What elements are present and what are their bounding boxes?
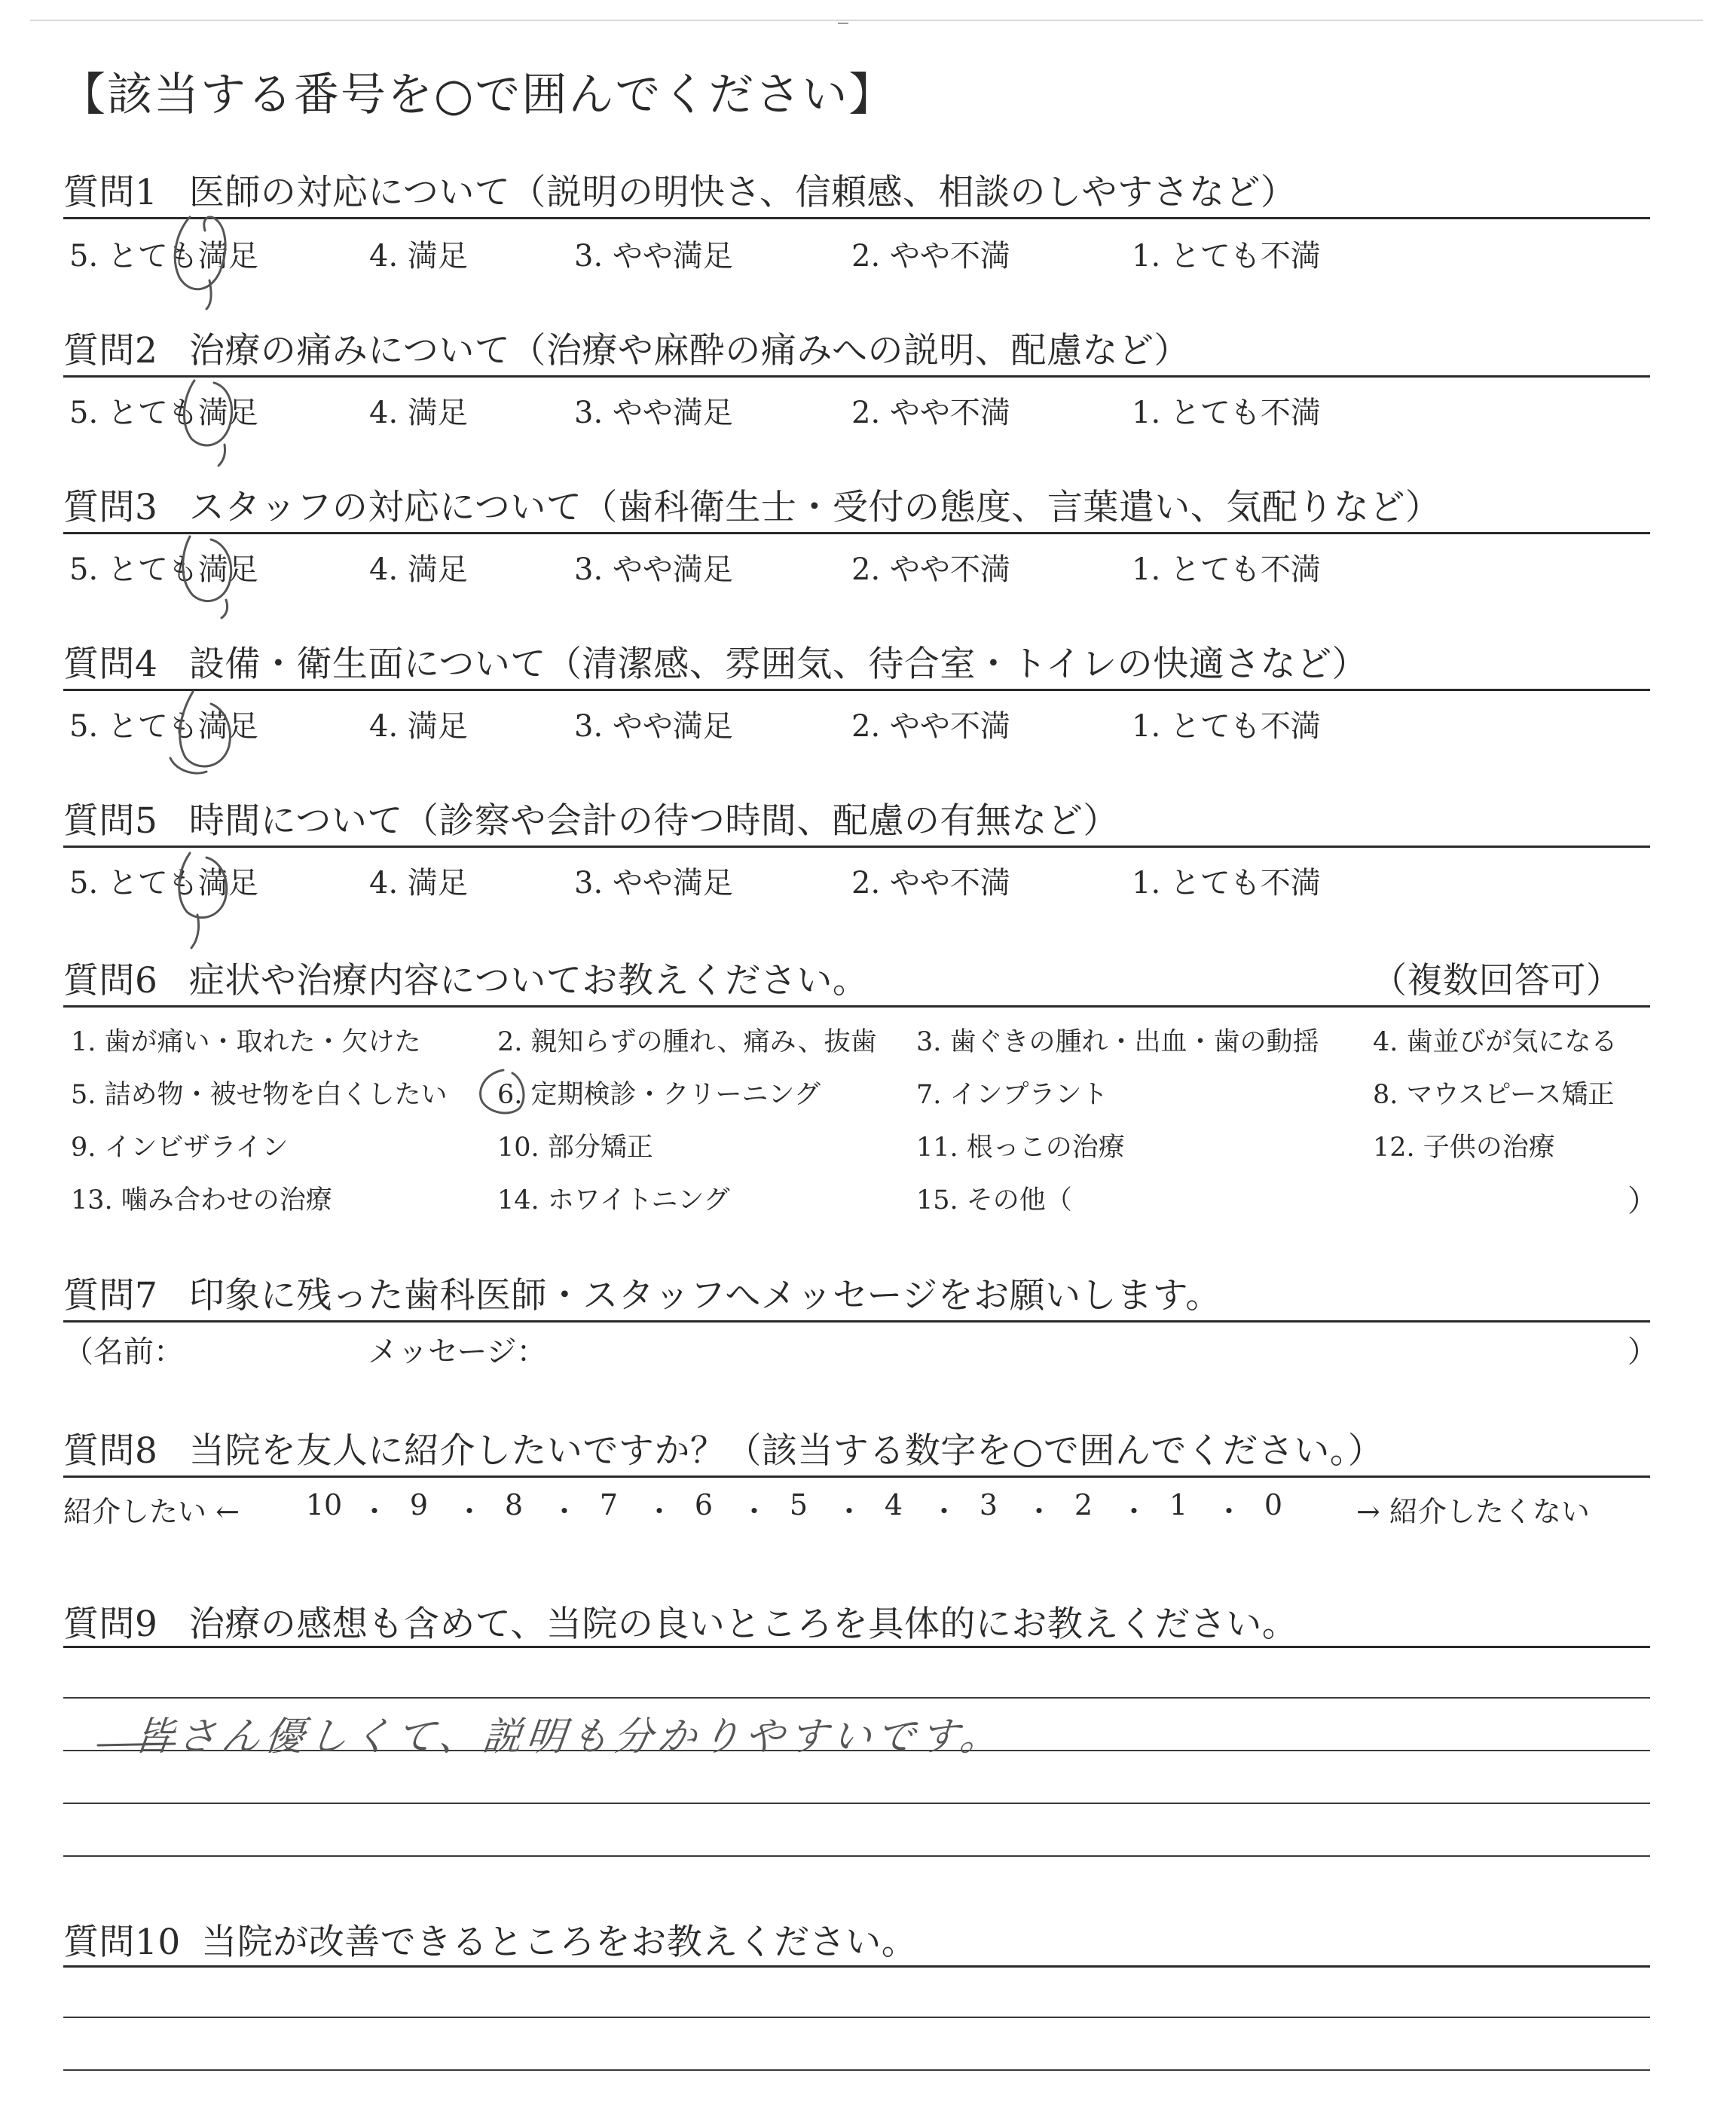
q6-option-2[interactable]: 2. 親知らずの腫れ、痛み、抜歯 [497,1027,877,1057]
q5-option-2[interactable]: 2. やや不満 [851,866,1010,901]
q3-option-5[interactable]: 5. とても満足 [69,552,258,587]
q8-scale-value-2[interactable]: 2 [1074,1488,1093,1521]
q8-scale-separator: ・ [1215,1495,1244,1528]
q8-scale-value-9[interactable]: 9 [409,1488,429,1521]
q4-option-4[interactable]: 4. 満足 [369,709,468,744]
question-5 [63,793,1119,843]
question-3-label: 質問3 [63,487,158,528]
q6-option-6[interactable]: 6. 定期検診・クリーニング [497,1080,821,1110]
q8-scale-value-8[interactable]: 8 [504,1488,524,1521]
question-6 [63,953,868,1003]
question-3-text: スタッフの対応について（歯科衛生士・受付の態度、言葉遣い、気配りなど） [188,487,1441,528]
q5-option-5[interactable]: 5. とても満足 [69,866,258,901]
question-2-label: 質問2 [63,330,158,372]
question-3 [63,479,1441,530]
q8-scale-separator: ・ [1120,1495,1149,1528]
question-1 [63,164,1297,215]
question-1-rule [63,217,1650,219]
question-10-label: 質問10 [63,1922,181,1963]
q8-left-label: 紹介したい ← [63,1495,240,1528]
q6-option-10[interactable]: 10. 部分矯正 [497,1133,653,1163]
q6-option-15[interactable]: 15. その他（ [916,1185,1072,1216]
question-6-label: 質問6 [63,960,158,1001]
q8-scale-value-0[interactable]: 0 [1264,1488,1283,1521]
question-3-rule [63,532,1650,534]
question-5-label: 質問5 [63,800,158,842]
question-5-rule [63,846,1650,848]
scan-mark [838,23,848,24]
q2-option-2[interactable]: 2. やや不満 [851,396,1010,430]
question-6-text: 症状や治療内容についてお教えください。 [188,960,869,1001]
q1-option-4[interactable]: 4. 満足 [369,239,468,274]
answer-line [63,2017,1650,2018]
question-6-rule [63,1005,1650,1008]
question-1-text: 医師の対応について（説明の明快さ、信頼感、相談のしやすさなど） [188,172,1297,213]
q3-option-2[interactable]: 2. やや不満 [851,552,1010,587]
question-4-text: 設備・衛生面について（清潔感、雰囲気、待合室・トイレの快適さなど） [188,644,1368,685]
question-2 [63,323,1190,373]
question-6-note: （複数回答可） [1371,960,1622,1001]
q8-scale-separator: ・ [930,1495,959,1528]
question-8-rule [63,1475,1650,1478]
q8-scale-value-4[interactable]: 4 [884,1488,903,1521]
question-5-text: 時間について（診察や会計の待つ時間、配慮の有無など） [188,800,1119,842]
q6-option-14[interactable]: 14. ホワイトニング [497,1185,730,1216]
instruction-header: 【該当する番号を○で囲んでください】 [60,69,896,121]
q2-option-1[interactable]: 1. とても不満 [1132,396,1321,430]
answer-line [63,1803,1650,1804]
question-7 [63,1268,1221,1318]
q5-option-3[interactable]: 3. やや満足 [574,866,733,901]
q8-scale-value-5[interactable]: 5 [789,1488,808,1521]
q1-option-2[interactable]: 2. やや不満 [851,239,1010,274]
q8-scale-separator: ・ [740,1495,769,1528]
q2-option-3[interactable]: 3. やや満足 [574,396,733,430]
q8-scale-value-10[interactable]: 10 [305,1488,343,1521]
question-2-text: 治療の痛みについて（治療や麻酔の痛みへの説明、配慮など） [188,330,1190,372]
q6-option-12[interactable]: 12. 子供の治療 [1373,1133,1555,1163]
q8-scale-separator: ・ [645,1495,674,1528]
q8-scale-value-3[interactable]: 3 [979,1488,998,1521]
question-7-label: 質問7 [63,1275,158,1316]
question-10 [63,1914,917,1965]
question-10-text: 当院が改善できるところをお教えください。 [201,1922,918,1963]
question-8 [63,1423,1383,1473]
q9-handwritten-answer[interactable]: 皆さん優しくて、説明も分かりやすいです。 [131,1714,1007,1760]
q6-option-8[interactable]: 8. マウスピース矯正 [1373,1080,1615,1110]
q6-option-5[interactable]: 5. 詰め物・被せ物を白くしたい [71,1080,448,1110]
question-2-rule [63,375,1650,378]
q8-scale-separator: ・ [360,1495,390,1528]
q6-option-11[interactable]: 11. 根っこの治療 [916,1133,1125,1163]
q2-option-5[interactable]: 5. とても満足 [69,396,258,430]
q8-scale-separator: ・ [1025,1495,1054,1528]
q7-close-paren: ） [1628,1335,1658,1369]
q3-option-1[interactable]: 1. とても不満 [1132,552,1321,587]
q5-option-4[interactable]: 4. 満足 [369,866,468,901]
question-7-text: 印象に残った歯科医師・スタッフへメッセージをお願いします。 [188,1275,1221,1316]
answer-line [63,1697,1650,1699]
q1-option-5[interactable]: 5. とても満足 [69,239,258,274]
question-4-rule [63,689,1650,691]
q7-name-label: （名前： [63,1335,184,1369]
q1-option-3[interactable]: 3. やや満足 [574,239,733,274]
question-1-label: 質問1 [63,172,158,213]
question-8-label: 質問8 [63,1430,158,1472]
q3-option-3[interactable]: 3. やや満足 [574,552,733,587]
q6-option-3[interactable]: 3. 歯ぐきの腫れ・出血・歯の動揺 [916,1027,1319,1057]
q8-scale-value-1[interactable]: 1 [1169,1488,1188,1521]
answer-line [63,2069,1650,2071]
q6-option-7[interactable]: 7. インプラント [916,1080,1108,1110]
scan-edge [30,20,1703,21]
q7-message-label: メッセージ： [368,1335,547,1369]
q4-option-1[interactable]: 1. とても不満 [1132,709,1321,744]
q4-option-5[interactable]: 5. とても満足 [69,709,258,744]
q8-scale-separator: ・ [835,1495,864,1528]
q6-option-9[interactable]: 9. インビザライン [71,1133,289,1163]
question-7-rule [63,1320,1650,1323]
q4-option-3[interactable]: 3. やや満足 [574,709,733,744]
q4-option-2[interactable]: 2. やや不満 [851,709,1010,744]
question-9-rule [63,1646,1650,1648]
question-9-text: 治療の感想も含めて、当院の良いところを具体的にお教えください。 [188,1604,1298,1645]
q8-scale-value-7[interactable]: 7 [599,1488,619,1521]
q8-scale-separator: ・ [455,1495,484,1528]
answer-line [63,1855,1650,1857]
q6-other-close-paren: ） [1628,1184,1658,1219]
q6-option-4[interactable]: 4. 歯並びが気になる [1373,1027,1618,1057]
q5-option-1[interactable]: 1. とても不満 [1132,866,1321,901]
question-8-text: 当院を友人に紹介したいですか？（該当する数字を○で囲んでください。） [188,1430,1384,1472]
q3-option-4[interactable]: 4. 満足 [369,552,468,587]
question-9-label: 質問9 [63,1604,158,1645]
question-9 [63,1596,1297,1647]
question-4-label: 質問4 [63,644,158,685]
q8-scale-separator: ・ [550,1495,579,1528]
q8-scale-value-6[interactable]: 6 [694,1488,714,1521]
q6-option-13[interactable]: 13. 噛み合わせの治療 [71,1185,332,1216]
q2-option-4[interactable]: 4. 満足 [369,396,468,430]
q6-option-1[interactable]: 1. 歯が痛い・取れた・欠けた [71,1027,421,1057]
q8-right-label: → 紹介したくない [1356,1495,1590,1528]
q1-option-1[interactable]: 1. とても不満 [1132,239,1321,274]
question-4 [63,636,1368,687]
question-10-rule [63,1965,1650,1968]
